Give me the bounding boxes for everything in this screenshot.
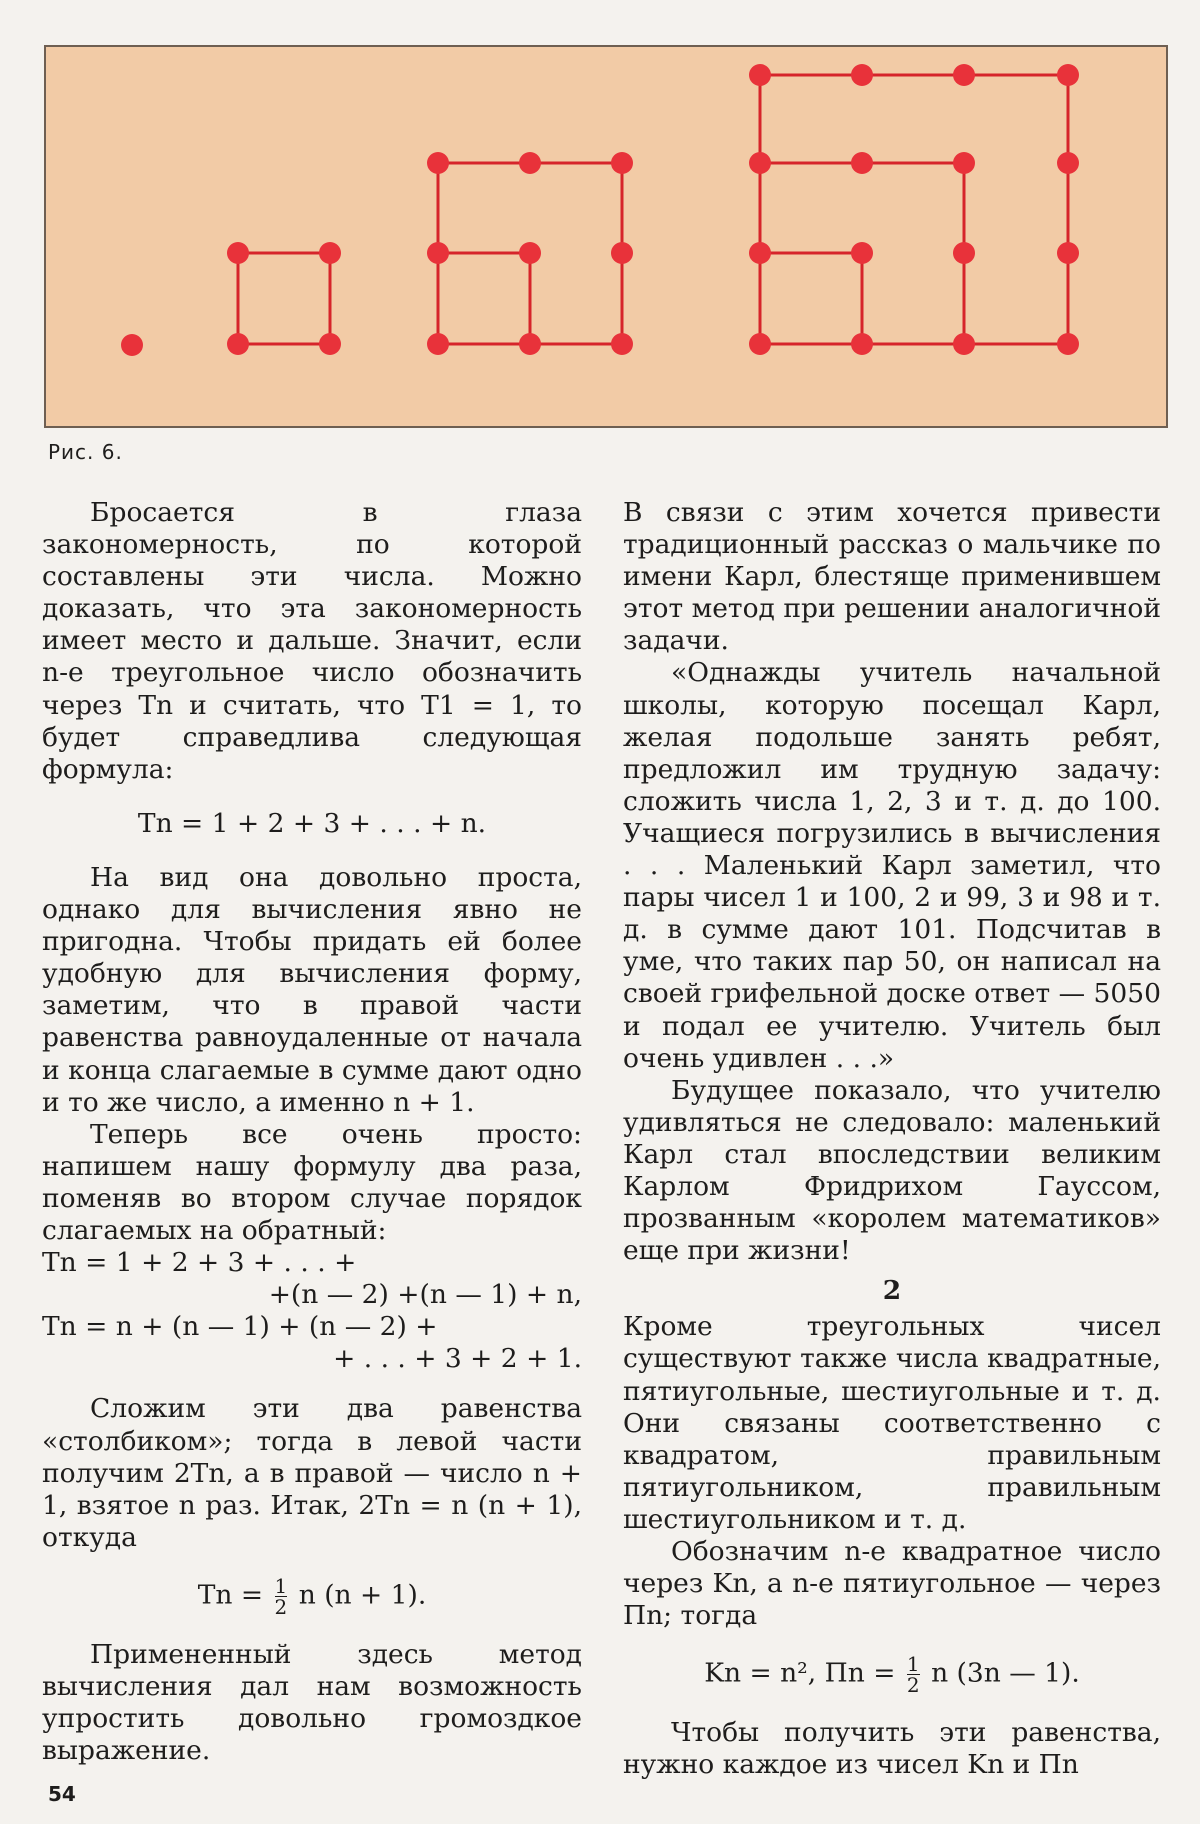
dot xyxy=(427,333,449,355)
paragraph: Будущее показало, что учителю удивляться не следовало: маленький Карл стал впоследствии великим Карлом Фридрихом Гауссом, прозванным «королем математиков» еще при жизни! xyxy=(623,1074,1161,1267)
dot xyxy=(519,152,541,174)
left-column xyxy=(42,497,582,1767)
dot xyxy=(851,64,873,86)
dot xyxy=(1057,152,1079,174)
dot xyxy=(953,242,975,264)
dot xyxy=(519,333,541,355)
fraction: $\frac{1}{2}$ xyxy=(274,1573,288,1619)
square-4-inner xyxy=(760,253,862,344)
formula-forward-line2: +(n — 2) +(n — 1) + n, xyxy=(268,1279,582,1311)
dot xyxy=(749,152,771,174)
paragraph: Примененный здесь метод вычисления дал нам возможность упростить довольно громоздкое выражение. xyxy=(42,1638,582,1767)
paragraph: В связи с этим хочется привести традиционный рассказ о мальчике по имени Карл, блестяще применившем этот метод при решении аналогичной задачи. xyxy=(623,497,1161,657)
dot xyxy=(611,333,633,355)
dot xyxy=(953,64,975,86)
dot xyxy=(953,152,975,174)
dot xyxy=(227,242,249,264)
paragraph: Кроме треугольных чисел существуют также числа квадратные, пятиугольные, шестиугольные и т. д. Они связаны соответственно с квадратом, правильным пятиугольником, правильным шестиугольником и т. д. xyxy=(623,1311,1161,1535)
formula-sum: Tn = 1 + 2 + 3 + . . . + n. xyxy=(137,807,487,839)
dot xyxy=(227,333,249,355)
dot xyxy=(1057,64,1079,86)
dot xyxy=(611,152,633,174)
section-heading: 2 xyxy=(882,1275,902,1307)
formula-reverse-line2: + . . . + 3 + 2 + 1. xyxy=(333,1343,582,1375)
paragraph: Теперь все очень просто: напишем нашу формулу два раза, поменяв во втором случае порядок слагаемых на обратный: xyxy=(42,1118,582,1246)
figure-dots xyxy=(44,45,1168,428)
square-4-outer xyxy=(760,75,1068,344)
dot xyxy=(851,242,873,264)
paragraph: Сложим эти два равенства «столбиком»; тогда в левой части получим 2Tn, а в правой — число n + 1, взятое n раз. Итак, 2Tn = n (n + 1), откуда xyxy=(42,1393,582,1553)
paragraph: Чтобы получить эти равенства, нужно каждое из чисел Kn и Пn xyxy=(623,1717,1161,1781)
dot xyxy=(749,64,771,86)
dot xyxy=(749,242,771,264)
dot xyxy=(611,242,633,264)
dot xyxy=(953,333,975,355)
square-3-inner xyxy=(438,253,530,344)
dot xyxy=(749,333,771,355)
formula-square-pentagonal: Kn = n², Пn = $\frac{1}{2}$ n (3n — 1). xyxy=(704,1652,1080,1698)
paragraph: Бросается в глаза закономерность, по которой составлены эти числа. Можно доказать, что эта закономерность имеет место и дальше. Значит, если n-е треугольное число обозначить через Tn и считать, что T1 = 1, то будет справедлива следующая формула: xyxy=(42,497,582,785)
paragraph: На вид она довольно проста, однако для вычисления явно не пригодна. Чтобы придать ей более удобную для вычисления форму, заметим, что в правой части равенства равноудаленные от начала и конца слагаемые в сумме дают одно и то же число, а именно n + 1. xyxy=(42,861,582,1118)
dot xyxy=(319,333,341,355)
fraction: $\frac{1}{2}$ xyxy=(906,1652,920,1698)
square-2-lines xyxy=(238,253,330,344)
right-column xyxy=(623,497,1161,1781)
formula-reverse-line1: Tn = n + (n — 1) + (n — 2) + xyxy=(42,1311,438,1343)
dot xyxy=(1057,242,1079,264)
dot xyxy=(427,152,449,174)
dot xyxy=(851,152,873,174)
paragraph: Обозначим n-е квадратное число через Kn, а n-е пятиугольное — через Пn; тогда xyxy=(623,1536,1161,1632)
dot xyxy=(1057,333,1079,355)
figure-caption: Рис. 6. xyxy=(48,440,123,464)
dot xyxy=(427,242,449,264)
dot-pattern-diagram xyxy=(46,47,1166,426)
page-number: 54 xyxy=(48,1782,76,1806)
dot xyxy=(851,333,873,355)
dot xyxy=(121,334,143,356)
formula-forward-line1: Tn = 1 + 2 + 3 + . . . + xyxy=(42,1247,357,1279)
dot xyxy=(519,242,541,264)
formula-result: Tn = $\frac{1}{2}$ n (n + 1). xyxy=(197,1573,427,1619)
dot xyxy=(319,242,341,264)
paragraph: «Однажды учитель начальной школы, которую посещал Карл, желая подольше занять ребят, предложил им трудную задачу: сложить числа 1, 2, 3 и т. д. до 100. Учащиеся погрузились в вычисления . . . Маленький Карл заметил, что пары чисел 1 и 100, 2 и 99, 3 и 98 и т. д. в сумме дают 101. Подсчитав в уме, что таких пар 50, он написал на своей грифельной доске ответ — 5050 и подал ее учителю. Учитель был очень удивлен . . .» xyxy=(623,657,1161,1074)
